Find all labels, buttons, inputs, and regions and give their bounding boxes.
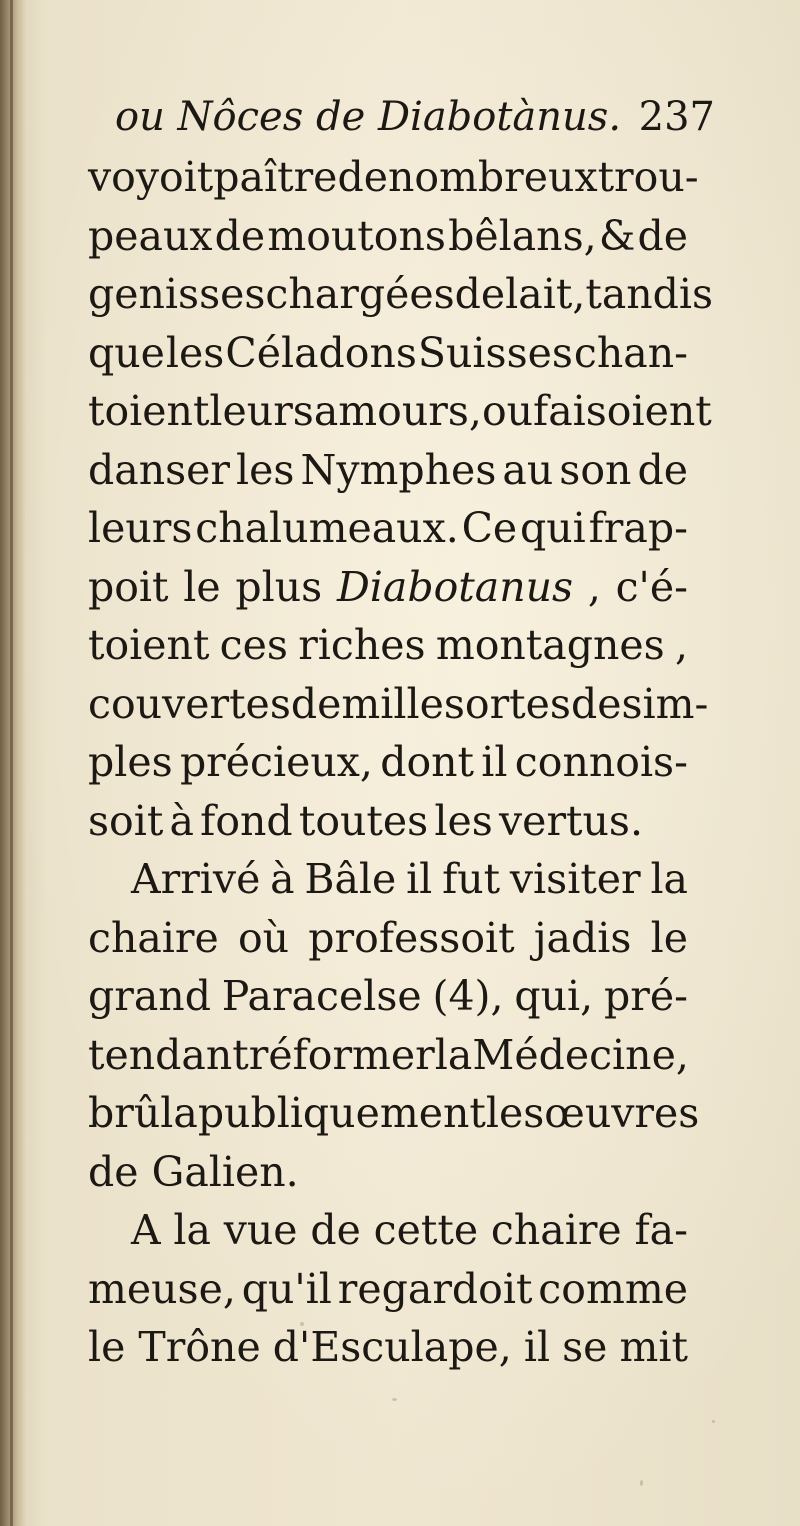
word: pré- [603,972,688,1020]
word: Céladons [225,328,417,377]
paper-speck [712,1420,715,1423]
word: cette [373,1206,479,1254]
page-binding-edge [0,0,26,1526]
word: paître [213,153,338,201]
running-title: ou Nôces de Diabotànus. [115,94,622,140]
text-line [88,1026,688,1085]
body-text [88,148,714,1377]
text-line [88,616,688,675]
word: jadis [533,913,632,962]
word: mit [619,1323,688,1371]
word: il [523,1323,551,1371]
binding-shadow-line [10,0,13,1526]
word: brûla [88,1089,198,1137]
word: fond [200,796,293,845]
word: soit [88,796,164,845]
word: A [131,1206,161,1254]
word: de [337,153,388,201]
word: les [236,445,295,494]
text-line [88,1260,688,1319]
word: tendant [88,1030,249,1079]
word: sim- [621,679,709,728]
word: œuvres [544,1089,700,1137]
text-line [88,909,688,968]
word: de [570,679,622,728]
word: précieux, [179,738,373,786]
paper-speck [640,1480,643,1486]
word: ou [481,387,534,435]
word: genisses [88,270,266,318]
word: de [214,211,266,260]
word: montagnes [435,621,665,669]
word: de [637,211,688,260]
word: son [559,445,632,494]
word: lait, [505,270,586,318]
word: poit [88,562,169,611]
word: les [485,1089,545,1137]
word: mille [341,679,444,728]
word: vertus. [499,796,643,845]
text-line [88,148,699,207]
word: sortes [443,679,571,728]
text-line [88,441,688,500]
text-line [88,1143,688,1202]
word: que [88,328,165,377]
word: Nymphes [300,445,497,494]
word: de [454,270,506,318]
word: leurs [88,504,193,552]
word: professoit [308,913,515,962]
word: réformer [248,1030,435,1079]
word: il [406,855,433,903]
text-line-paragraph-start [88,850,688,909]
text-line [88,324,688,383]
word: qu'il [241,1264,332,1313]
word: plus [235,562,323,611]
word: la [173,1206,211,1254]
word: se [562,1323,608,1371]
text-line [88,1318,688,1377]
word: vue [223,1206,298,1254]
word: toient [88,621,210,669]
text-line [88,558,688,617]
text-line [88,733,688,792]
paper-speck [392,1398,397,1401]
word: grand [88,972,211,1020]
word: de [637,445,688,494]
word: qui, [514,972,594,1020]
word: les [434,796,493,845]
word: la [650,855,688,903]
word: toient [88,387,210,435]
word: chalumeaux. [195,504,459,552]
word: publiquement [197,1089,486,1137]
word: au [502,445,554,494]
word: les [165,328,225,377]
word: Arrivé [131,855,261,903]
word: tandis [585,270,714,318]
word: voyoit [88,153,214,201]
word: ces [219,621,288,669]
word: qui [520,504,586,552]
word: dont [380,738,475,786]
page-header [115,92,715,142]
text-line [88,792,688,851]
word: chargées [265,270,455,318]
paper-speck [300,1322,304,1326]
word-italic-name: Diabotanus [336,562,574,611]
word: chaire [490,1206,622,1254]
word: nombreux [387,153,598,201]
word: la [434,1030,473,1079]
word: le Trône [88,1323,261,1371]
word: trou- [597,153,699,201]
word: Suisses [417,328,573,377]
word: meuse, [88,1264,236,1313]
word: & [598,211,636,260]
text-line [88,265,714,324]
word: danser [88,445,230,494]
word: où [238,913,290,962]
word: le [183,562,221,611]
text-line [88,207,688,266]
word: à [169,796,194,845]
word: Ce [461,504,518,552]
word: Paracelse [221,972,422,1020]
word: il [481,738,508,786]
word: fut [442,855,501,903]
text-line [88,382,712,441]
word: à [270,855,295,903]
word: c'é- [615,562,688,611]
word: comme [538,1264,688,1313]
word: toutes [298,796,429,845]
word: amours, [313,387,482,435]
word: faisoient [533,387,712,435]
word: chan- [573,328,688,377]
text-line [88,967,688,1026]
word: leurs [209,387,314,435]
word: bêlans, [448,211,597,260]
word: Bâle [304,855,397,903]
word: ples [88,738,173,786]
word: fa- [634,1206,688,1254]
page-number: 237 [638,94,715,140]
word: frap- [588,504,688,552]
text-line [88,675,709,734]
word: riches [298,621,426,669]
word: Médecine, [472,1030,689,1079]
word: connois- [514,738,688,786]
text-line [88,1084,700,1143]
text-line [88,499,688,558]
word: (4), [432,972,504,1020]
word: de [88,1147,139,1196]
word: regardoit [337,1264,533,1313]
word: le [650,913,688,962]
text-line-paragraph-start [88,1201,688,1260]
word: de [290,679,342,728]
word: , [587,562,601,611]
word: chaire [88,913,219,962]
word: , [674,621,688,669]
word: couvertes [88,679,291,728]
word: d'Esculape, [272,1323,512,1371]
word: peaux [88,211,213,260]
word: visiter [509,855,641,903]
word: de [310,1206,361,1254]
word: moutons [267,211,446,260]
word: Galien. [151,1147,299,1196]
